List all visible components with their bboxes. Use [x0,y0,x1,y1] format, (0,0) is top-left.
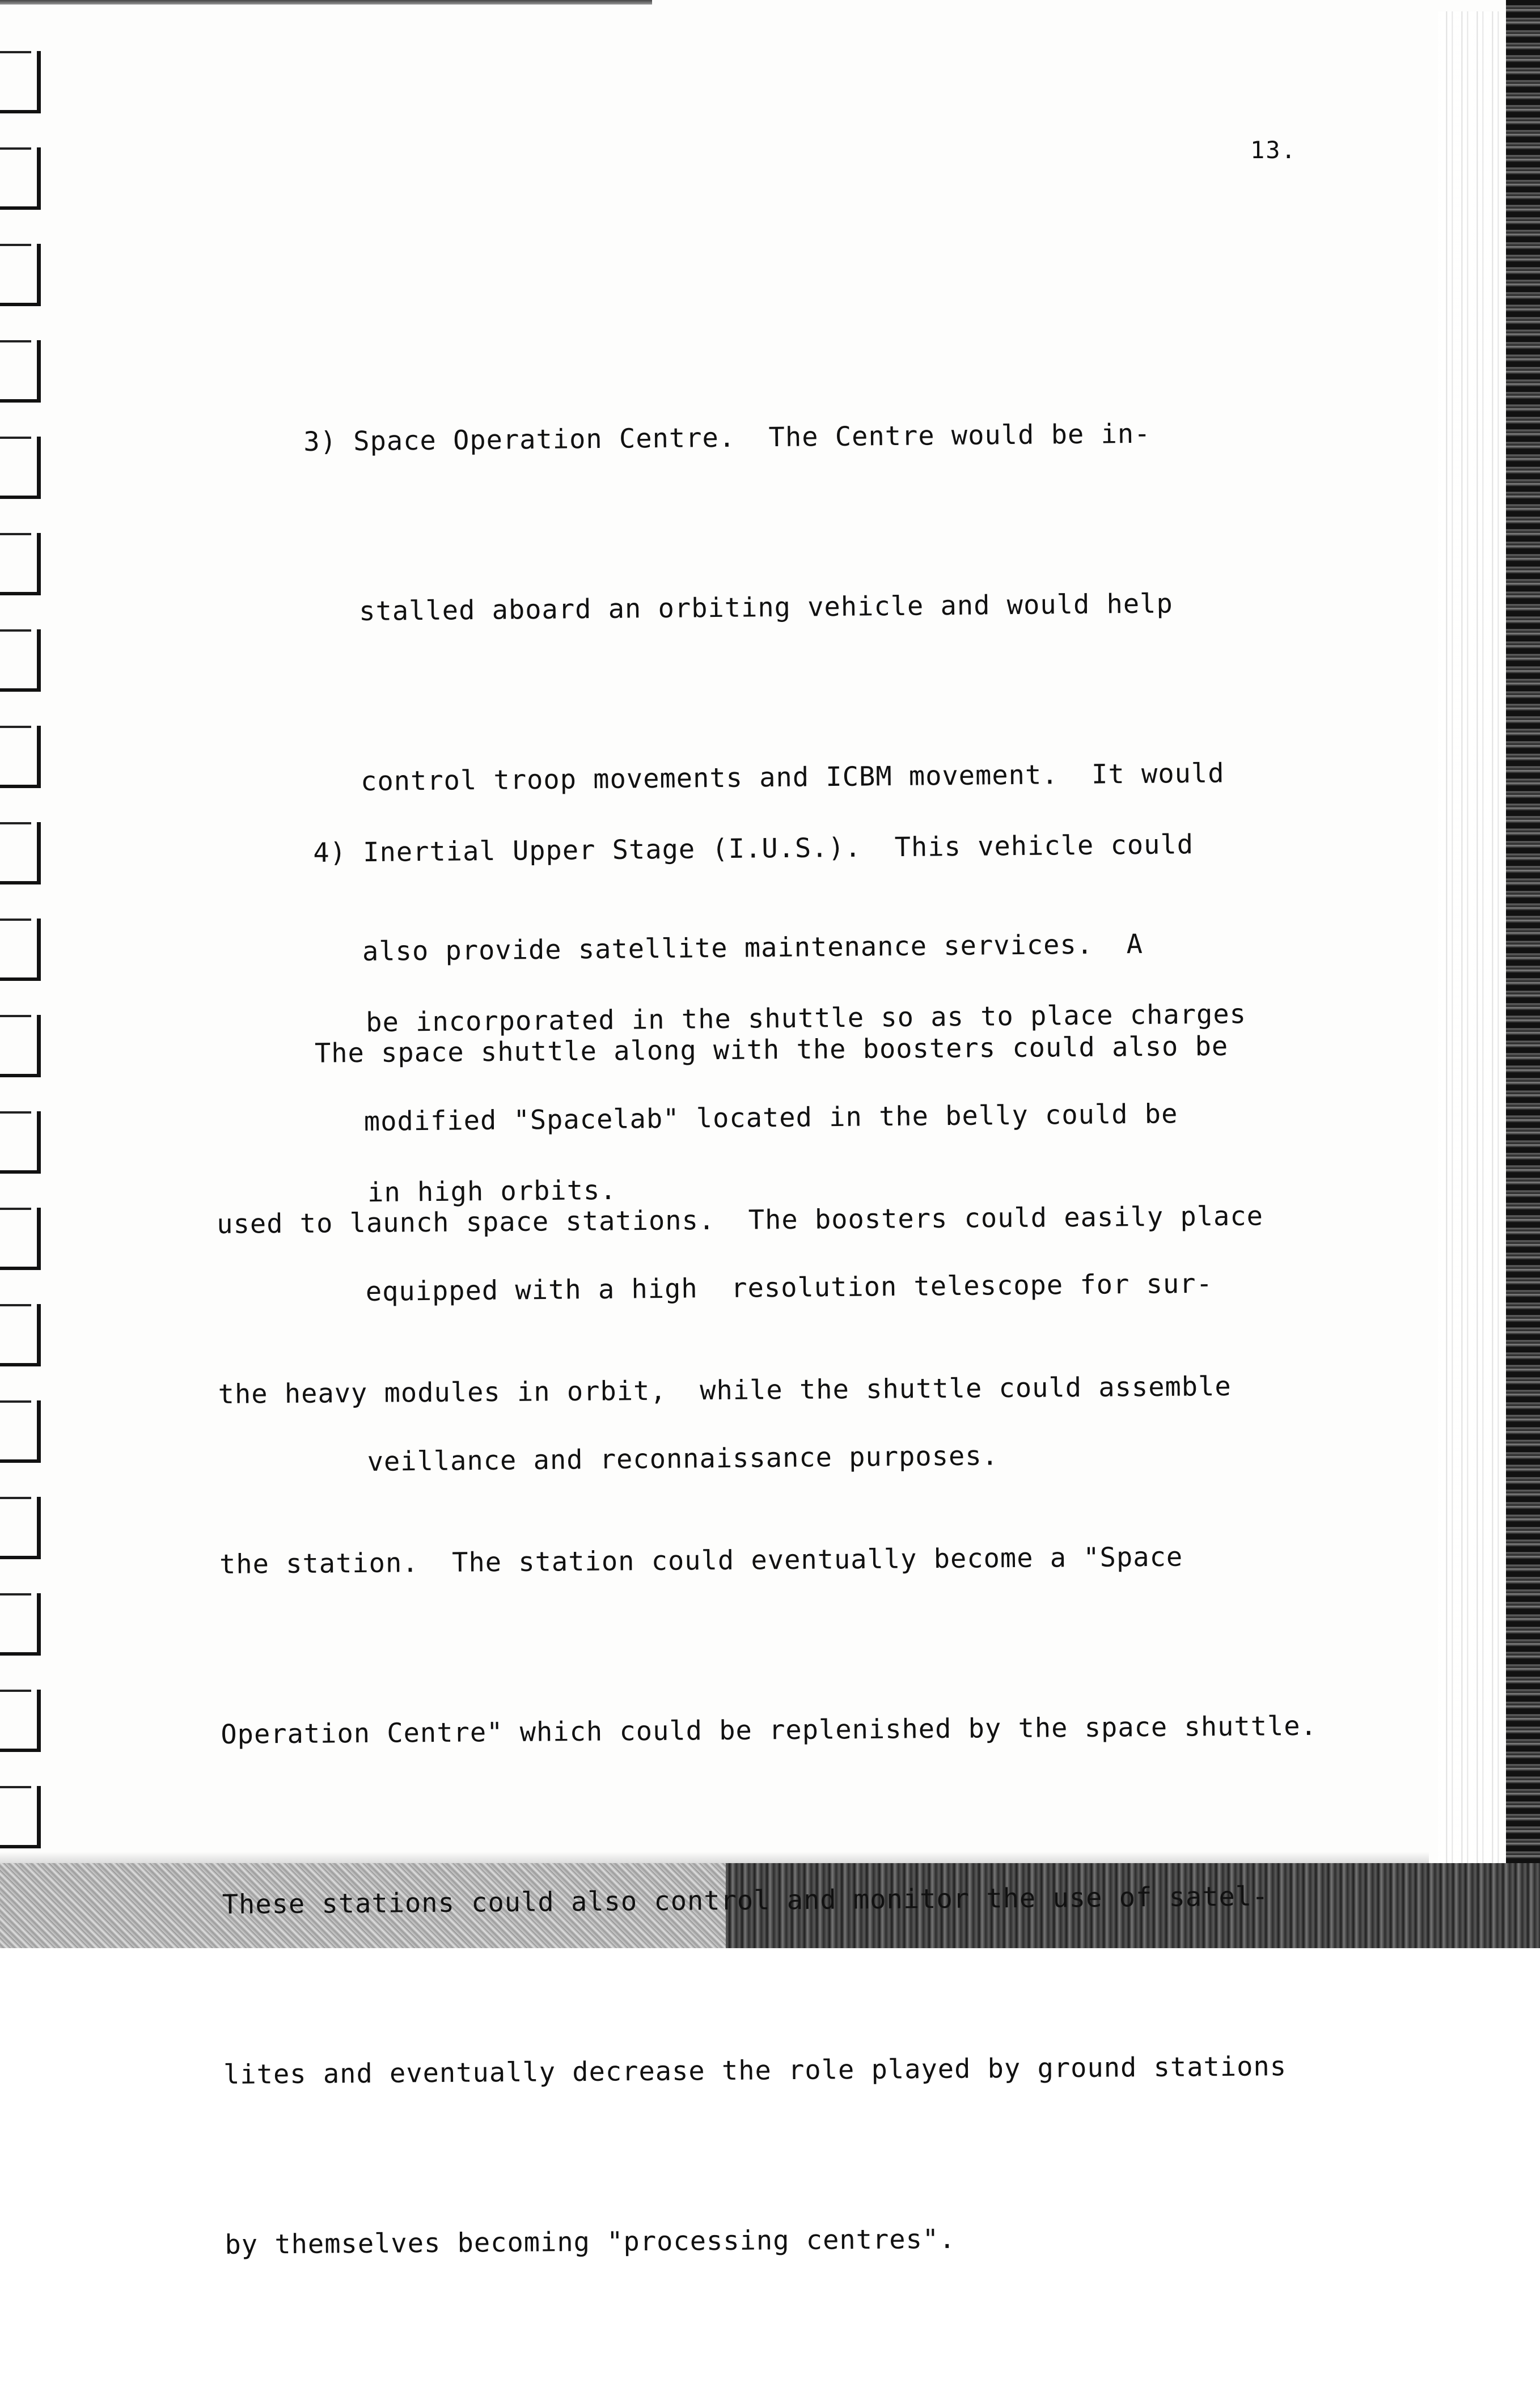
scan-right-border [1506,0,1540,1948]
binder-ring [0,340,41,403]
paragraph-line: used to launch space stations. The boosters could easily place [217,1200,1264,1240]
binder-ring [0,1593,41,1656]
binder-ring [0,726,41,788]
binder-ring [0,1690,41,1752]
binder-ring [0,437,41,499]
list-item-line: stalled aboard an orbiting vehicle and would help [359,588,1173,628]
list-item-line: veillance and reconnaissance purposes. [367,1440,999,1478]
page-number: 13. [1250,136,1297,164]
list-item-line: also provide satellite maintenance services. A [362,928,1144,968]
binder-ring [0,1786,41,1848]
list-item-line: be incorporated in the shuttle so as to place charges [366,998,1247,1039]
paragraph-line: the heavy modules in orbit, while the shuttle could assemble [218,1370,1232,1410]
binder-ring [0,244,41,306]
binder-ring [0,1111,41,1174]
binder-ring [0,1304,41,1366]
paragraph-line: The space shuttle along with the boosters could also be [314,1030,1229,1069]
paragraph-line: lites and eventually decrease the role played by ground stations [223,2051,1287,2090]
list-item-line: 3) Space Operation Centre. The Centre would be in- [303,418,1151,458]
binder-ring [0,51,41,113]
body-paragraph [214,904,1322,2387]
list-item-line: in high orbits. [367,1174,617,1209]
binder-ring [0,1400,41,1463]
binder-ring [0,147,41,210]
list-item-line: equipped with a high resolution telescope for sur- [365,1268,1213,1308]
paragraph-line: These stations could also control and monitor the use of satel- [222,1881,1269,1920]
binder-ring [0,822,41,884]
binder-ring [0,919,41,981]
paragraph-line: by themselves becoming "processing centres". [225,2223,956,2261]
binder-ring [0,1015,41,1077]
paragraph-line: the station. The station could eventually become a "Space [219,1541,1183,1580]
binder-ring [0,629,41,692]
scan-top-edge [0,0,652,5]
list-item-line: control troop movements and ICBM movement. It would [360,757,1225,798]
page-stack-edges [1438,11,1506,1882]
binder-ring [0,533,41,595]
binder-ring [0,1208,41,1270]
binder-ring [0,1497,41,1559]
paragraph-line: Operation Centre" which could be replenished by the space shuttle. [221,1710,1318,1750]
list-item-line: 4) Inertial Upper Stage (I.U.S.). This vehicle could [313,829,1194,869]
list-item-line: modified "Spacelab" located in the belly could be [363,1098,1178,1138]
